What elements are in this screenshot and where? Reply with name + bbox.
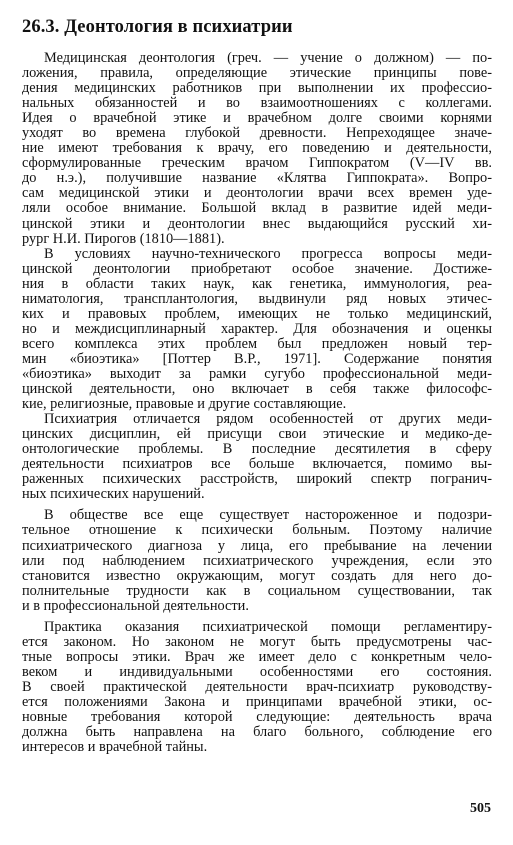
text-line: становится известно окружающим, могут создать для него до- [22, 567, 492, 584]
text-line: кие, религиозные, правовые и другие составляющие. [22, 396, 347, 413]
text-line: новные требования которой следующие: деятельность врача [22, 709, 492, 726]
paragraph-law-and-ethics [22, 620, 492, 755]
paragraph-social-attitude [22, 508, 492, 613]
text-line: должна быть направлена на благо больного, соблюдение его [22, 724, 492, 741]
paragraph-deontology-definition [22, 51, 492, 247]
text-line: тные вопросы этики. Врач же имеет дело с конкретным чело- [22, 648, 492, 665]
text-line: цинской деонтологии приобретают особое значение. Достиже- [22, 260, 492, 277]
page-number: 505 [470, 801, 491, 816]
text-line: веком и индивидуальными особенностями его состояния. [22, 663, 492, 680]
text-line: цинской этики и деонтологии внес выдающийся русский хи- [22, 215, 492, 232]
text-line: ложения, правила, определяющие этические принципы пове- [22, 65, 492, 82]
text-line: нальных обязанностей и во взаимоотношениях с коллегами. [22, 95, 492, 112]
text-line: тельное отношение к психически больным. Поэтому наличие [22, 522, 492, 539]
text-line: ких и правовых проблем, имеющих не только медицинский, [22, 305, 492, 322]
text-line: Психиатрия отличается рядом особенностей от других меди- [44, 411, 492, 428]
text-line: и в профессиональной деятельности. [22, 597, 249, 614]
text-line: ниматология, трансплантология, выдвинули ряд новых этичес- [22, 290, 492, 307]
text-line: «биоэтика» выходит за рамки сугубо профессиональной меди- [22, 365, 492, 382]
text-line: ние имеют требования к врачу, его поведению и деятельности, [22, 140, 492, 157]
text-line: онтологические проблемы. В последние десятилетия в сферу [22, 441, 492, 458]
text-line: Медицинская деонтология (греч. — учение о должном) — по- [44, 50, 492, 66]
text-line: ется законом. Но законом не могут быть предусмотрены час- [22, 633, 492, 650]
body-text [22, 51, 492, 755]
text-line: дения медицинских работников при выполнении их профессио- [22, 80, 492, 97]
text-line: раженных психических расстройств, широкий спектр погранич- [22, 471, 492, 488]
text-line: деятельности психиатров все больше включается, помимо вы- [22, 456, 492, 473]
text-line: Практика оказания психиатрической помощи регламентиру- [44, 618, 492, 635]
text-line: но и междисциплинарный характер. Для обозначения и оценкы [22, 320, 492, 337]
text-line: психиатрического диагноза у лица, его пребывание на лечении [22, 537, 492, 554]
text-line: или под наблюдением психиатрического учреждения, если это [22, 552, 492, 569]
text-line: сформулированные греческим врачом Гиппократом (V—IV вв. [22, 155, 492, 172]
text-line: ляли особое внимание. Большой вклад в развитие идей меди- [22, 200, 492, 217]
text-line: уходят во времена глубокой древности. Непреходящее значе- [22, 125, 492, 142]
text-line: В обществе все еще существует настороженное и подозри- [44, 507, 492, 524]
section-heading: 26.3. Деонтология в психиатрии [22, 17, 293, 37]
text-line: ния в области таких наук, как генетика, иммунология, реа- [22, 275, 492, 292]
text-line: всего комплекса этих проблем был предложен новый тер- [22, 335, 492, 352]
paragraph-psychiatry-features [22, 412, 492, 502]
text-line: интересов и врачебной тайны. [22, 739, 208, 756]
text-line: до н.э.), получившие название «Клятва Гиппократа». Вопро- [22, 170, 492, 187]
text-line: цинской деятельности, оно включает в себя также философс- [22, 381, 492, 398]
text-line: сам медицинской этики и деонтологии врачи всех времен уде- [22, 185, 492, 202]
text-line: полнительные трудности как в социальном существовании, так [22, 582, 492, 599]
text-line: В условиях научно-технического прогресса вопросы меди- [44, 245, 492, 262]
text-line: В своей практической деятельности врач-психиатр руководству- [22, 678, 492, 695]
paragraph-bioethics [22, 247, 492, 413]
text-line: ных психических нарушений. [22, 486, 205, 503]
text-line: цинских дисциплин, ей присущи свои этические и медико-де- [22, 426, 492, 443]
text-line: Идея о врачебной этике и врачебном долге своими корнями [22, 110, 492, 127]
text-line: рург Н.И. Пирогов (1810—1881). [22, 230, 225, 247]
text-line: мин «биоэтика» [Поттер В.Р., 1971]. Содержание понятия [22, 350, 492, 367]
text-line: ется положениями Закона и принципами врачебной этики, ос- [22, 693, 492, 710]
